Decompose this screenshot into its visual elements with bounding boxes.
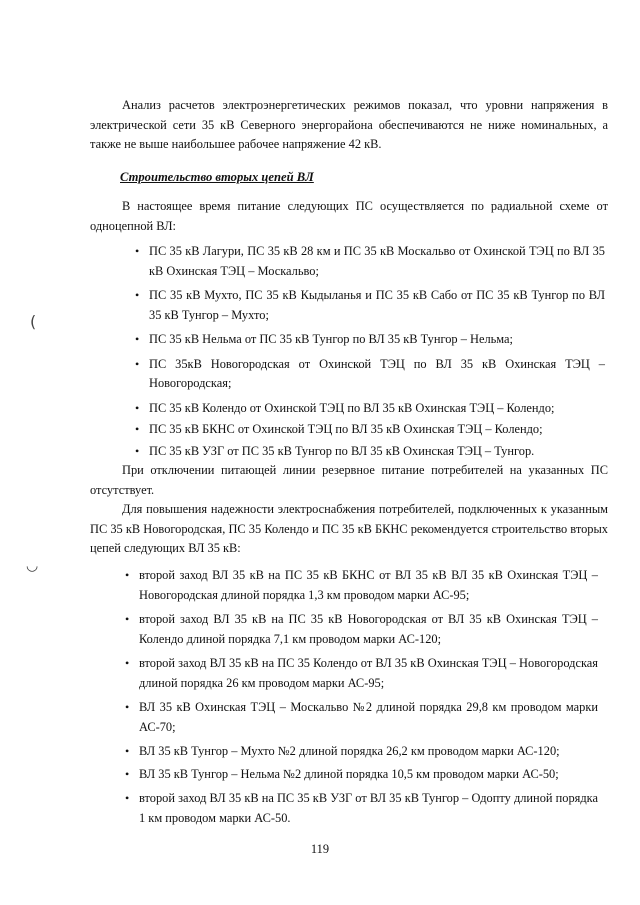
bullet-icon: •	[135, 400, 140, 415]
paragraph-analysis: Анализ расчетов электроэнергетических режимов показал, что уровни напряжения в электрической сети 35 кВ Северного энергорайона обеспечиваются не ниже номинальных, а также не выше наибольшее рабочее напряжение 42 кВ.	[90, 98, 608, 151]
list-item: • ПС 35 кВ БКНС от Охинской ТЭЦ по ВЛ 35 кВ Охинская ТЭЦ – Колендо;	[135, 420, 605, 440]
list-item: • ПС 35 кВ Мухто, ПС 35 кВ Кыдыланья и ПС 35 кВ Сабо от ПС 35 кВ Тунгор по ВЛ 35 кВ Тунгор – Мухто;	[135, 288, 605, 322]
bullet-icon: •	[135, 288, 140, 302]
bullet-icon: •	[125, 700, 130, 714]
list-item: • ПС 35кВ Новогородская от Охинской ТЭЦ по ВЛ 35 кВ Охинская ТЭЦ – Новогородская;	[135, 356, 605, 390]
list-item: • второй заход ВЛ 35 кВ на ПС 35 кВ УЗГ от ВЛ 35 кВ Тунгор – Одопту длиной порядка 1 км проводом марки АС-50.	[125, 791, 598, 825]
bullet-icon: •	[125, 766, 130, 781]
second-circuits-list	[125, 566, 598, 833]
bullet-icon: •	[125, 656, 130, 670]
list-item: • ПС 35 кВ Нельма от ПС 35 кВ Тунгор по ВЛ 35 кВ Тунгор – Нельма;	[135, 330, 605, 350]
paragraph-radial-supply: В настоящее время питание следующих ПС осуществляется по радиальной схеме от одноцепной ВЛ:	[90, 199, 608, 233]
bullet-icon: •	[125, 568, 130, 582]
bullet-icon: •	[135, 422, 140, 436]
list-item: • ВЛ 35 кВ Тунгор – Мухто №2 длиной порядка 26,2 км проводом марки АС-120;	[125, 742, 598, 762]
margin-mark-icon: (	[30, 312, 37, 331]
list-item: • ПС 35 кВ Колендо от Охинской ТЭЦ по ВЛ 35 кВ Охинская ТЭЦ – Колендо;	[135, 399, 605, 419]
bullet-icon: •	[135, 244, 140, 258]
section-heading: Строительство вторых цепей ВЛ	[120, 170, 314, 184]
list-item: • второй заход ВЛ 35 кВ на ПС 35 кВ БКНС от ВЛ 35 кВ ВЛ 35 кВ Охинская ТЭЦ – Новогородская длиной порядка 1,3 км проводом марки АС-95;	[125, 568, 598, 602]
list-item: • второй заход ВЛ 35 кВ на ПС 35 кВ Новогородская от ВЛ 35 кВ Охинская ТЭЦ – Колендо длиной порядка 7,1 км проводом марки АС-120;	[125, 612, 598, 646]
list-item: • ВЛ 35 кВ Тунгор – Нельма №2 длиной порядка 10,5 км проводом марки АС-50;	[125, 765, 598, 785]
bullet-icon: •	[125, 612, 130, 626]
list-item: • второй заход ВЛ 35 кВ на ПС 35 Колендо от ВЛ 35 кВ Охинская ТЭЦ – Новогородская длиной порядка 26 км проводом марки АС-95;	[125, 656, 598, 690]
bullet-icon: •	[135, 332, 140, 346]
margin-mark-icon: ◡	[26, 558, 39, 574]
paragraph-recommendation: Для повышения надежности электроснабжения потребителей, подключенных к указанным ПС 35 кВ Новогородская, ПС 35 Колендо и ПС 35 кВ БКНС рекомендуется строительство вторых цепей следующих ВЛ 35 кВ:	[90, 502, 608, 555]
list-item: • ПС 35 кВ УЗГ от ПС 35 кВ Тунгор по ВЛ 35 кВ Охинская ТЭЦ – Тунгор.	[135, 442, 605, 462]
bullet-icon: •	[125, 744, 130, 758]
bullet-icon: •	[135, 443, 140, 458]
list-item: • ВЛ 35 кВ Охинская ТЭЦ – Москальво №2 длиной порядка 29,8 км проводом марки АС-70;	[125, 700, 598, 734]
bullet-icon: •	[125, 791, 130, 805]
bullet-icon: •	[135, 356, 140, 371]
list-item: • ПС 35 кВ Лагури, ПС 35 кВ 28 км и ПС 35 кВ Москальво от Охинской ТЭЦ по ВЛ 35 кВ Охинская ТЭЦ – Москальво;	[135, 244, 605, 278]
page-number: 119	[310, 842, 330, 856]
substation-list	[135, 242, 605, 466]
paragraph-no-reserve: При отключении питающей линии резервное питание потребителей на указанных ПС отсутствует.	[90, 463, 608, 497]
